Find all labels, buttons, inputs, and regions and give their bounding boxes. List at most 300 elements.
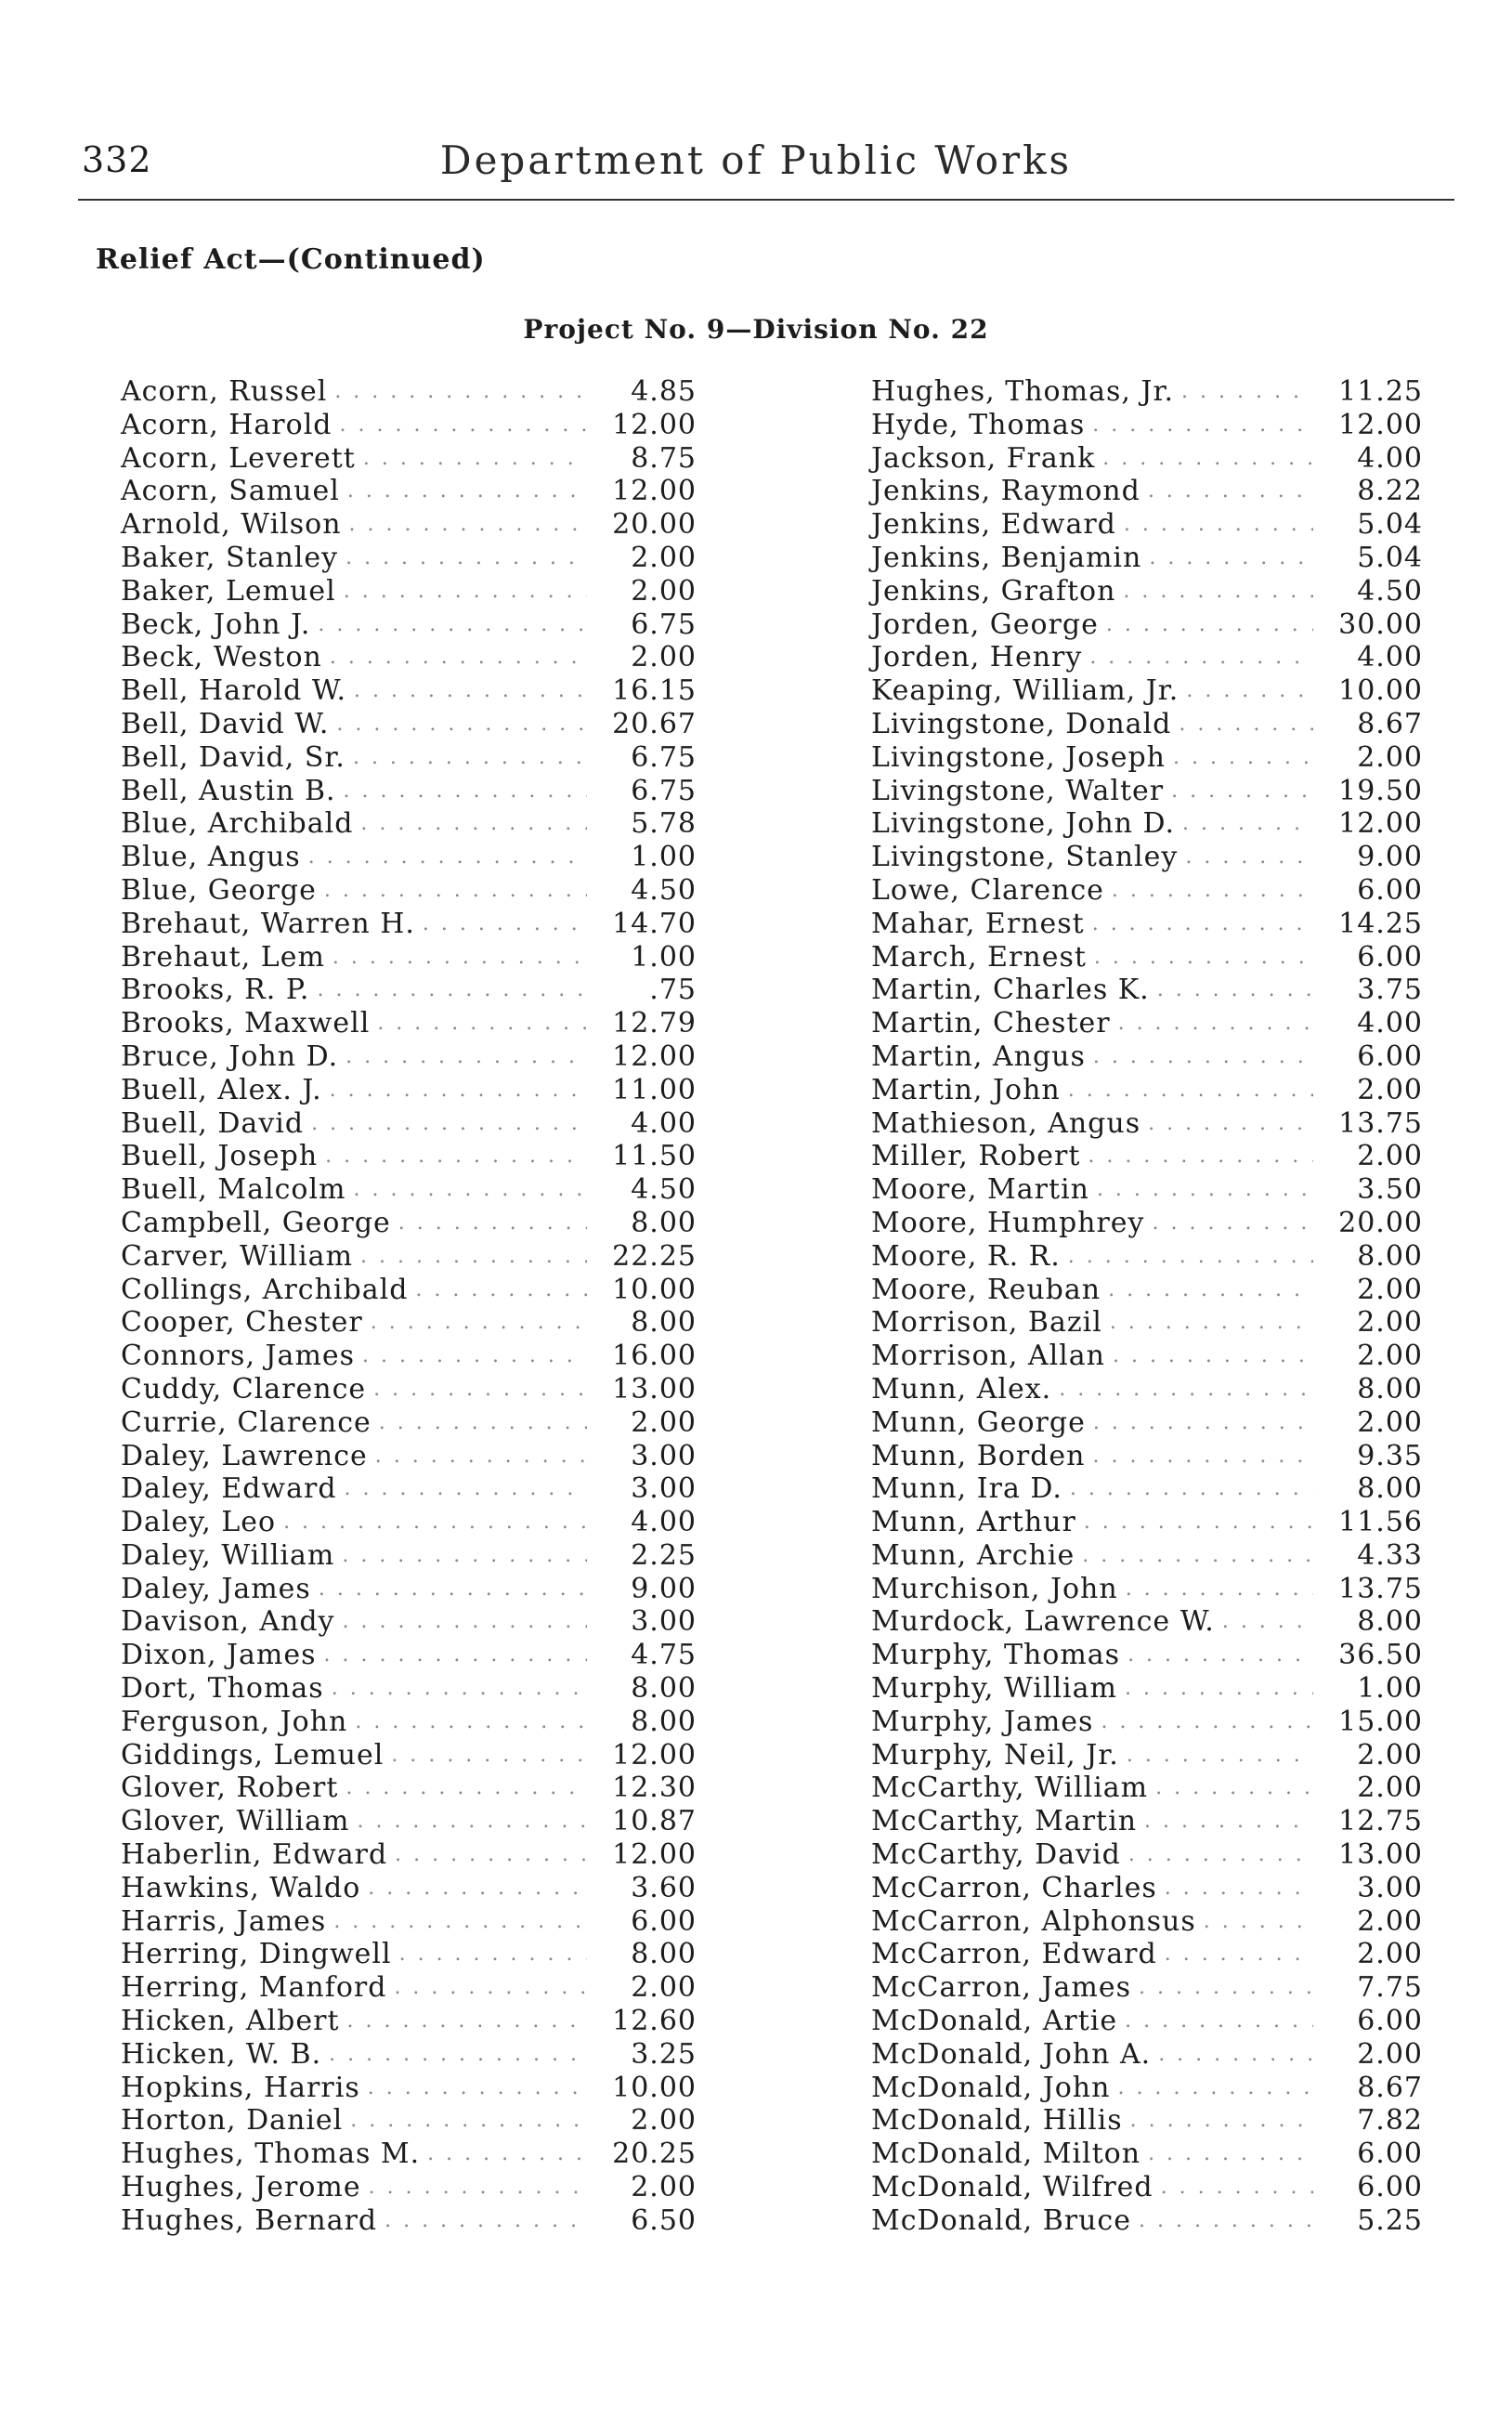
payment-amount: 2.00	[1357, 1904, 1423, 1938]
dot-leader	[362, 1340, 587, 1373]
list-item	[871, 674, 1423, 708]
list-item	[121, 375, 697, 409]
list-item	[871, 2104, 1423, 2138]
payee-name: Lowe, Clarence	[871, 873, 1104, 907]
payment-amount: 2.00	[1357, 1406, 1423, 1439]
payment-amount: 20.00	[612, 508, 697, 542]
payee-name: Bell, Austin B.	[121, 774, 336, 807]
dot-leader	[354, 1173, 588, 1207]
list-item	[871, 1173, 1423, 1207]
dot-leader	[1148, 1107, 1313, 1141]
payment-amount: 2.00	[631, 641, 697, 674]
list-item	[121, 442, 697, 476]
dot-leader	[1097, 1173, 1313, 1207]
dot-leader	[345, 1472, 587, 1506]
dot-leader	[368, 2072, 587, 2105]
payee-name: Carver, William	[121, 1239, 354, 1273]
payee-name: Martin, John	[871, 1073, 1061, 1106]
dot-leader	[427, 2138, 587, 2171]
right-column-list	[871, 375, 1423, 2238]
payment-amount: 20.67	[612, 707, 697, 740]
list-item	[121, 1107, 697, 1141]
list-item	[121, 1506, 697, 1539]
payment-amount: 12.00	[1338, 408, 1423, 441]
page-number: 332	[82, 139, 152, 180]
list-item	[121, 2104, 697, 2138]
dot-leader	[347, 2005, 588, 2038]
payment-amount: 11.25	[1338, 375, 1423, 408]
list-item	[871, 1573, 1423, 1606]
payment-amount: 6.00	[1357, 873, 1423, 907]
payment-amount: 2.00	[631, 574, 697, 608]
payment-amount: 20.00	[1338, 1206, 1423, 1239]
payment-amount: 8.22	[1357, 475, 1423, 508]
list-item	[121, 708, 697, 741]
payee-name: Bruce, John D.	[121, 1040, 339, 1073]
list-item	[871, 409, 1423, 442]
payee-name: Livingstone, Stanley	[871, 841, 1179, 874]
payment-amount: 2.00	[631, 1971, 697, 2005]
payment-amount: 2.00	[1357, 1273, 1423, 1306]
list-item	[121, 741, 697, 775]
running-head: Department of Public Works	[439, 137, 1073, 183]
payee-name: Hyde, Thomas	[871, 408, 1086, 441]
dot-leader	[333, 1905, 587, 1939]
payee-name: Brehaut, Warren H.	[121, 907, 415, 940]
payment-amount: .75	[649, 974, 697, 1007]
payment-amount: 9.00	[631, 1572, 697, 1605]
payee-name: Acorn, Samuel	[121, 475, 340, 508]
payment-amount: 8.00	[631, 1206, 697, 1239]
dot-leader	[319, 1573, 587, 1606]
payee-name: Collings, Archibald	[121, 1273, 409, 1306]
list-item	[121, 974, 697, 1007]
payee-name: Jenkins, Grafton	[871, 574, 1116, 608]
dot-leader	[1157, 974, 1313, 1007]
list-item	[871, 1672, 1423, 1706]
list-item	[871, 2072, 1423, 2105]
list-item	[121, 941, 697, 974]
payee-name: Brooks, R. P.	[121, 974, 310, 1007]
payee-name: McCarthy, David	[871, 1838, 1121, 1872]
payee-name: Martin, Chester	[871, 1007, 1111, 1040]
list-item	[871, 1207, 1423, 1240]
payment-amount: 2.25	[631, 1538, 697, 1572]
payment-amount: 8.00	[631, 1672, 697, 1706]
dot-leader	[395, 1838, 587, 1872]
payee-name: Blue, George	[121, 873, 317, 907]
payment-amount: 12.00	[612, 475, 697, 508]
dot-leader	[394, 1971, 587, 2005]
list-item	[871, 1739, 1423, 1772]
payee-name: Moore, R. R.	[871, 1239, 1061, 1273]
list-item	[871, 1373, 1423, 1406]
list-item	[121, 475, 697, 508]
list-item	[871, 575, 1423, 608]
payee-name: Haberlin, Edward	[121, 1838, 388, 1872]
list-item	[871, 1274, 1423, 1307]
dot-leader	[1139, 1971, 1313, 2005]
list-item	[871, 1506, 1423, 1539]
payee-name: Livingstone, Joseph	[871, 740, 1167, 774]
payee-name: Livingstone, John D.	[871, 807, 1176, 841]
list-item	[121, 1173, 697, 1207]
payee-name: Livingstone, Walter	[871, 774, 1165, 807]
list-item	[121, 641, 697, 674]
payment-amount: 4.75	[631, 1639, 697, 1672]
dot-leader	[353, 741, 587, 775]
payment-amount: 8.67	[1357, 707, 1423, 740]
payee-name: Bell, David, Sr.	[121, 740, 345, 774]
dot-leader	[1130, 2104, 1313, 2138]
list-item	[121, 1605, 697, 1639]
list-item	[121, 1440, 697, 1473]
section-title: Relief Act—(Continued)	[96, 243, 486, 276]
dot-leader	[363, 442, 587, 476]
dot-leader	[1126, 1573, 1313, 1606]
payment-amount: 2.00	[1357, 1772, 1423, 1805]
list-item	[871, 941, 1423, 974]
payee-name: Munn, Ira D.	[871, 1472, 1062, 1506]
payment-amount: 2.00	[1357, 1340, 1423, 1373]
list-item	[871, 1140, 1423, 1173]
payment-amount: 11.00	[612, 1073, 697, 1106]
dot-leader	[357, 1805, 587, 1838]
payee-name: McDonald, Bruce	[871, 2203, 1131, 2237]
dot-leader	[1186, 674, 1313, 708]
payment-amount: 7.82	[1357, 2104, 1423, 2138]
payment-amount: 3.00	[631, 1605, 697, 1639]
list-item	[871, 442, 1423, 476]
list-item	[121, 1240, 697, 1274]
dot-leader	[1161, 2171, 1313, 2204]
payee-name: Murphy, William	[871, 1672, 1117, 1706]
payment-amount: 10.00	[1338, 674, 1423, 708]
dot-leader	[1110, 1306, 1313, 1340]
payee-name: Jackson, Frank	[871, 441, 1096, 475]
list-item	[871, 1905, 1423, 1939]
payment-amount: 4.50	[631, 1173, 697, 1207]
payee-name: Munn, Borden	[871, 1439, 1086, 1472]
payee-name: Munn, George	[871, 1406, 1086, 1439]
payee-name: Buell, Alex. J.	[121, 1073, 322, 1106]
dot-leader	[1148, 2138, 1313, 2171]
list-item	[121, 1905, 697, 1939]
payee-name: Daley, Leo	[121, 1506, 277, 1539]
dot-leader	[385, 2204, 587, 2238]
dot-leader	[1158, 2038, 1313, 2072]
payee-name: Moore, Reuban	[871, 1273, 1101, 1306]
payee-name: Bell, Harold W.	[121, 674, 346, 708]
payment-amount: 3.25	[631, 2037, 697, 2071]
dot-leader	[1127, 1639, 1313, 1672]
dot-leader	[1123, 575, 1313, 608]
dot-leader	[1128, 1838, 1313, 1872]
list-item	[121, 1406, 697, 1440]
payee-name: Acorn, Harold	[121, 408, 332, 441]
list-item	[871, 1406, 1423, 1440]
payee-name: Glover, William	[121, 1805, 350, 1838]
payment-amount: 13.75	[1338, 1106, 1423, 1140]
payee-name: Herring, Dingwell	[121, 1938, 392, 1971]
payment-amount: 12.00	[612, 1738, 697, 1772]
list-item	[871, 1838, 1423, 1872]
dot-leader	[1094, 941, 1313, 974]
dot-leader	[1173, 741, 1313, 775]
dot-leader	[1092, 1440, 1313, 1473]
dot-leader	[1144, 1805, 1313, 1838]
dot-leader	[1102, 442, 1313, 476]
list-item	[121, 2138, 697, 2171]
list-item	[121, 2171, 697, 2204]
list-item	[871, 974, 1423, 1007]
payment-amount: 10.00	[612, 1273, 697, 1306]
payee-name: Daley, Lawrence	[121, 1439, 368, 1472]
payee-name: Murchison, John	[871, 1572, 1118, 1605]
list-item	[121, 1040, 697, 1074]
dot-leader	[283, 1506, 587, 1539]
dot-leader	[1089, 641, 1313, 674]
list-item	[121, 775, 697, 808]
list-item	[871, 2171, 1423, 2204]
payment-amount: 1.00	[631, 841, 697, 874]
dot-leader	[1093, 1406, 1313, 1440]
payee-name: Ferguson, John	[121, 1705, 348, 1738]
payment-amount: 6.00	[1357, 1040, 1423, 1073]
payment-amount: 12.75	[1338, 1805, 1423, 1838]
dot-leader	[349, 508, 587, 542]
list-item	[121, 1872, 697, 1905]
payee-name: Moore, Martin	[871, 1173, 1089, 1207]
payee-name: Hughes, Thomas, Jr.	[871, 375, 1175, 408]
dot-leader	[375, 1440, 587, 1473]
list-item	[121, 1207, 697, 1240]
payee-name: Acorn, Leverett	[121, 441, 356, 475]
dot-leader	[324, 1639, 587, 1672]
list-item	[871, 1306, 1423, 1340]
payment-amount: 4.00	[631, 1506, 697, 1539]
list-item	[871, 741, 1423, 775]
list-item	[871, 1007, 1423, 1040]
dot-leader	[1125, 1672, 1313, 1706]
list-item	[871, 708, 1423, 741]
dot-leader	[398, 1207, 587, 1240]
payee-name: McCarron, Edward	[871, 1938, 1157, 1971]
payment-amount: 6.00	[1357, 940, 1423, 974]
dot-leader	[1153, 1207, 1313, 1240]
dot-leader	[332, 1672, 587, 1706]
list-item	[871, 508, 1423, 542]
dot-leader	[1125, 2005, 1313, 2038]
list-item	[121, 1639, 697, 1672]
payment-amount: 14.25	[1338, 907, 1423, 940]
payment-amount: 3.00	[1357, 1871, 1423, 1904]
payee-name: Giddings, Lemuel	[121, 1738, 385, 1772]
payee-name: Munn, Alex.	[871, 1372, 1052, 1406]
dot-leader	[1088, 1140, 1313, 1173]
payment-amount: 2.00	[1357, 740, 1423, 774]
list-item	[121, 841, 697, 874]
dot-leader	[350, 2104, 587, 2138]
list-item	[871, 908, 1423, 941]
payment-amount: 8.00	[631, 1306, 697, 1340]
payment-amount: 12.30	[612, 1772, 697, 1805]
payee-name: Morrison, Allan	[871, 1340, 1105, 1373]
list-item	[871, 1772, 1423, 1805]
list-item	[871, 641, 1423, 674]
payee-name: Cuddy, Clarence	[121, 1372, 367, 1406]
payee-name: Miller, Robert	[871, 1140, 1081, 1173]
dot-leader	[1068, 1074, 1313, 1107]
dot-leader	[1222, 1605, 1313, 1639]
payment-amount: 10.00	[612, 2071, 697, 2104]
dot-leader	[1092, 409, 1313, 442]
dot-leader	[371, 1306, 587, 1340]
payee-name: Davison, Andy	[121, 1605, 335, 1639]
payment-amount: 16.00	[612, 1340, 697, 1373]
dot-leader	[342, 1605, 587, 1639]
left-column-list	[121, 375, 697, 2238]
payee-name: McDonald, Wilfred	[871, 2171, 1154, 2204]
payment-amount: 8.00	[631, 1705, 697, 1738]
payee-name: Currie, Clarence	[121, 1406, 371, 1439]
dot-leader	[1204, 1905, 1313, 1939]
dot-leader	[1124, 508, 1313, 542]
list-item	[871, 807, 1423, 841]
payment-amount: 5.04	[1357, 541, 1423, 574]
payment-amount: 2.00	[1357, 1306, 1423, 1340]
payment-amount: 11.56	[1338, 1506, 1423, 1539]
dot-leader	[1171, 775, 1313, 808]
dot-leader	[1084, 1506, 1313, 1539]
list-item	[871, 1805, 1423, 1838]
payee-name: Hopkins, Harris	[121, 2071, 360, 2104]
payment-amount: 15.00	[1338, 1705, 1423, 1738]
payee-name: Hawkins, Waldo	[121, 1871, 361, 1904]
dot-leader	[324, 874, 587, 908]
dot-leader	[369, 2171, 587, 2204]
project-subheading: Project No. 9—Division No. 22	[523, 314, 989, 345]
list-item	[121, 2072, 697, 2105]
list-item	[121, 2038, 697, 2072]
payment-amount: 3.00	[631, 1472, 697, 1506]
payment-amount: 12.00	[612, 1040, 697, 1073]
payment-amount: 10.87	[612, 1805, 697, 1838]
dot-leader	[344, 775, 587, 808]
dot-leader	[1155, 1772, 1313, 1805]
payee-name: Jorden, Henry	[871, 641, 1083, 674]
payee-name: Moore, Humphrey	[871, 1206, 1145, 1239]
payment-amount: 7.75	[1357, 1971, 1423, 2005]
payee-name: Buell, David	[121, 1106, 305, 1140]
dot-leader	[332, 941, 587, 974]
payee-name: Jenkins, Raymond	[871, 475, 1141, 508]
list-item	[121, 508, 697, 542]
list-item	[121, 1074, 697, 1107]
payment-amount: 12.60	[612, 2005, 697, 2038]
list-item	[871, 1872, 1423, 1905]
payment-amount: 8.00	[1357, 1372, 1423, 1406]
payment-amount: 6.50	[631, 2203, 697, 2237]
dot-leader	[1181, 375, 1313, 409]
payment-amount: 2.00	[1357, 1140, 1423, 1173]
list-item	[871, 1971, 1423, 2005]
payment-amount: 6.00	[1357, 2138, 1423, 2171]
payment-amount: 3.60	[631, 1871, 697, 1904]
list-item	[121, 874, 697, 908]
payee-name: McDonald, Artie	[871, 2005, 1118, 2038]
payment-amount: 5.25	[1357, 2203, 1423, 2237]
payment-amount: 4.00	[1357, 441, 1423, 475]
dot-leader	[347, 475, 587, 508]
payee-name: Brehaut, Lem	[121, 940, 325, 974]
list-item	[121, 542, 697, 575]
dot-leader	[345, 542, 587, 575]
payment-amount: 4.85	[631, 375, 697, 408]
dot-leader	[330, 641, 587, 674]
payee-name: McCarthy, Martin	[871, 1805, 1138, 1838]
dot-leader	[1165, 1938, 1313, 1971]
payment-amount: 6.00	[1357, 2171, 1423, 2204]
payment-amount: 2.00	[1357, 1073, 1423, 1106]
payment-amount: 6.00	[1357, 2005, 1423, 2038]
list-item	[121, 674, 697, 708]
payment-amount: 2.00	[631, 541, 697, 574]
payee-name: Buell, Malcolm	[121, 1173, 346, 1207]
list-item	[871, 1605, 1423, 1639]
payee-name: Jenkins, Edward	[871, 508, 1116, 542]
list-item	[871, 375, 1423, 409]
payment-amount: 3.75	[1357, 974, 1423, 1007]
payment-amount: 4.00	[1357, 641, 1423, 674]
payee-name: Mathieson, Angus	[871, 1106, 1141, 1140]
payee-name: Hicken, W. B.	[121, 2037, 322, 2071]
payee-name: McCarron, Alphonsus	[871, 1904, 1196, 1938]
payment-amount: 8.75	[631, 441, 697, 475]
list-item	[871, 2005, 1423, 2038]
payee-name: Harris, James	[121, 1904, 327, 1938]
payee-name: Glover, Robert	[121, 1772, 339, 1805]
list-item	[121, 1706, 697, 1739]
payment-amount: 9.00	[1357, 841, 1423, 874]
list-item	[871, 1340, 1423, 1373]
dot-leader	[1106, 608, 1313, 642]
payee-name: Campbell, George	[121, 1206, 391, 1239]
dot-leader	[330, 1074, 587, 1107]
payment-amount: 1.00	[631, 940, 697, 974]
payment-amount: 19.50	[1338, 774, 1423, 807]
list-item	[871, 1240, 1423, 1274]
list-item	[121, 1938, 697, 1971]
payee-name: Murphy, James	[871, 1705, 1094, 1738]
list-item	[121, 1340, 697, 1373]
list-item	[871, 1539, 1423, 1573]
list-item	[121, 1274, 697, 1307]
payee-name: Morrison, Bazil	[871, 1306, 1102, 1340]
list-item	[121, 1672, 697, 1706]
payee-name: McDonald, Milton	[871, 2138, 1141, 2171]
dot-leader	[423, 908, 587, 941]
payment-amount: 3.50	[1357, 1173, 1423, 1207]
dot-leader	[342, 1539, 587, 1573]
payee-name: Hughes, Thomas M.	[121, 2138, 421, 2171]
payment-amount: 12.00	[612, 1838, 697, 1872]
dot-leader	[1059, 1373, 1313, 1406]
payee-name: Keaping, William, Jr.	[871, 674, 1180, 708]
payment-amount: 5.78	[631, 807, 697, 841]
payee-name: Mahar, Ernest	[871, 907, 1085, 940]
payment-amount: 13.75	[1338, 1572, 1423, 1605]
